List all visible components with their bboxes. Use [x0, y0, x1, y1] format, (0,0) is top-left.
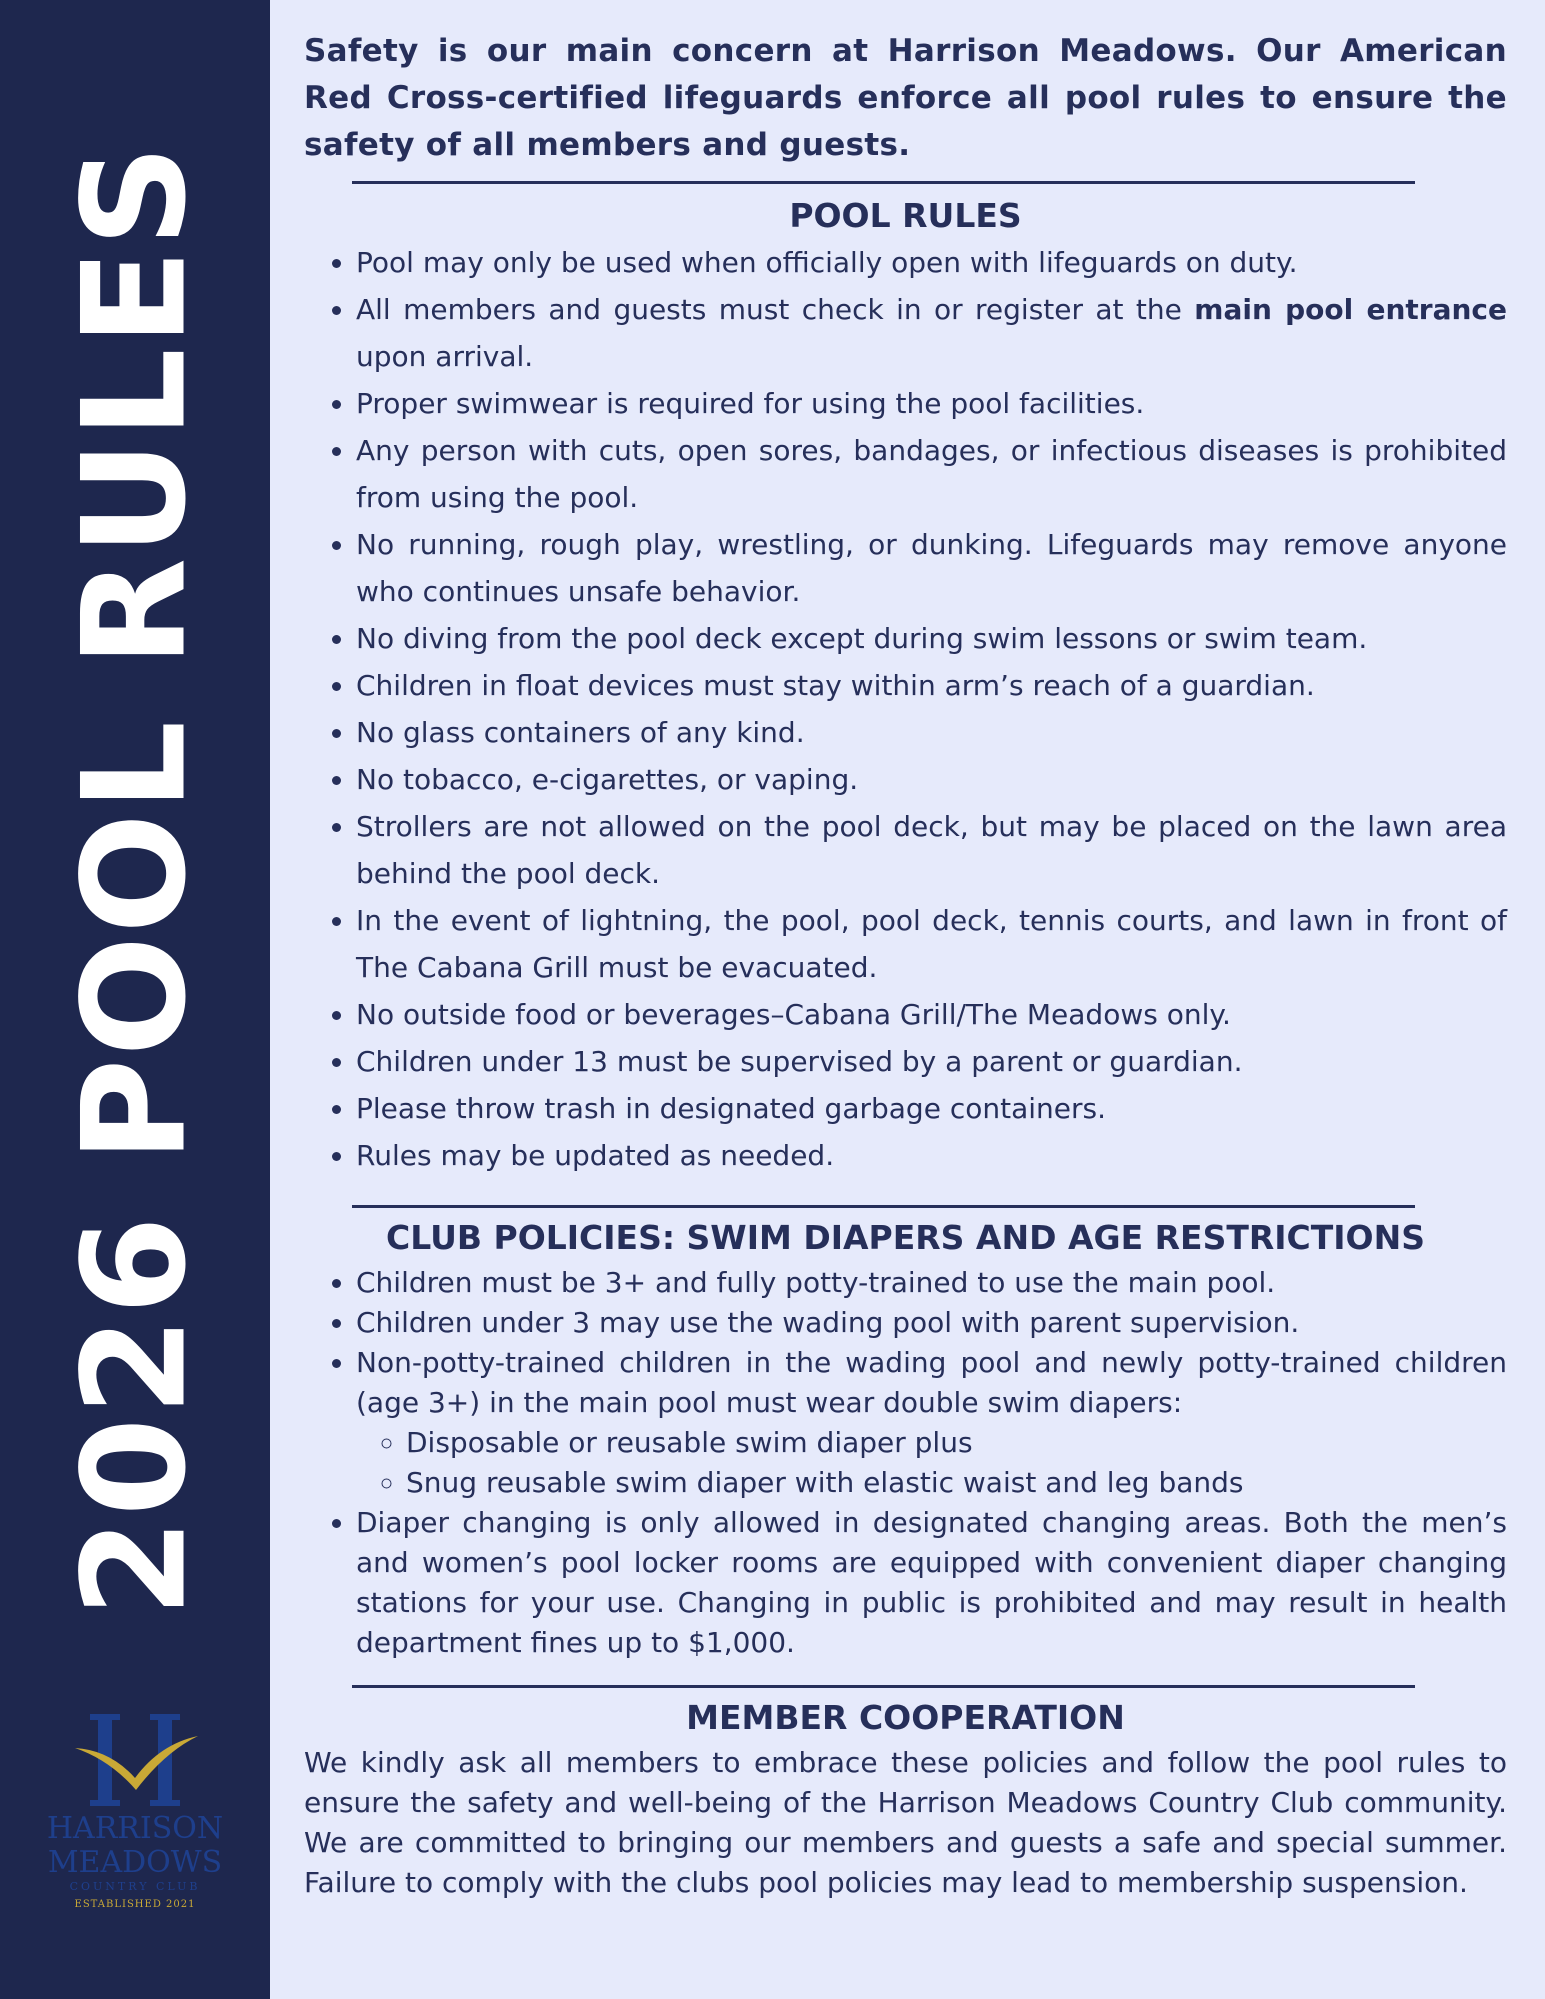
- list-item: • Children under 13 must be supervised by a parent or guardian.: [356, 1038, 1507, 1085]
- club-policies-list: [304, 1263, 1507, 1663]
- list-item: • No outside food or beverages–Cabana Grill/The Meadows only.: [356, 991, 1507, 1038]
- pool-rules-list: [304, 239, 1507, 1179]
- list-item: • In the event of lightning, the pool, pool deck, tennis courts, and lawn in front of The Cabana Grill must be evacuated.: [356, 897, 1507, 991]
- list-item-text: Non-potty-trained children in the wading pool and newly potty-trained children (age 3+) in the main pool must wear double swim diapers:: [356, 1346, 1507, 1419]
- checkin-text-end: upon arrival.: [356, 340, 534, 373]
- diaper-sublist: [356, 1423, 1507, 1503]
- logo-established: ESTABLISHED 2021: [74, 1899, 196, 1910]
- sidebar: [0, 0, 270, 1999]
- list-item: • No running, rough play, wrestling, or dunking. Lifeguards may remove anyone who continues unsafe behavior.: [356, 521, 1507, 615]
- list-item: [356, 1343, 1507, 1503]
- main-content: [304, 28, 1507, 1903]
- club-logo: [40, 1710, 230, 1910]
- list-item: • Pool may only be used when officially open with lifeguards on duty.: [356, 239, 1507, 286]
- list-item: • Strollers are not allowed on the pool deck, but may be placed on the lawn area behind the pool deck.: [356, 803, 1507, 897]
- club-policies-title: CLUB POLICIES: SWIM DIAPERS AND AGE RESTRICTIONS: [386, 1218, 1425, 1257]
- divider: [352, 1685, 1415, 1688]
- list-item: • Any person with cuts, open sores, bandages, or infectious diseases is prohibited from using the pool.: [356, 427, 1507, 521]
- list-item: • Please throw trash in designated garbage containers.: [356, 1085, 1507, 1132]
- list-item: • No glass containers of any kind.: [356, 709, 1507, 756]
- intro-text: Safety is our main concern at Harrison Meadows. Our American Red Cross-certified lifeguards enforce all pool rules to ensure the safety of all members and guests.: [304, 33, 1507, 163]
- divider: [352, 1205, 1415, 1208]
- member-cooperation-title: MEMBER COOPERATION: [686, 1698, 1125, 1737]
- divider: [352, 181, 1415, 184]
- list-item: • No tobacco, e-cigarettes, or vaping.: [356, 756, 1507, 803]
- member-cooperation-text: We kindly ask all members to embrace these policies and follow the pool rules to ensure the safety and well-being of the Harrison Meadows Country Club community. We are committed to bringing our members and guests a safe and special summer. Failure to comply with the clubs pool policies may lead to membership suspension.: [304, 1746, 1507, 1899]
- checkin-bold-text: main pool entrance: [1194, 293, 1508, 326]
- checkin-text: All members and guests must check in or register at the: [356, 293, 1195, 326]
- sub-list-item: ◦ Snug reusable swim diaper with elastic waist and leg bands: [406, 1463, 1507, 1503]
- list-item: [356, 286, 1507, 380]
- logo-name-line1: HARRISON: [46, 1811, 224, 1846]
- page-title: 2026 POOL RULES: [52, 142, 218, 1618]
- pool-rules-title: POOL RULES: [789, 196, 1022, 235]
- list-item: • Rules may be updated as needed.: [356, 1132, 1507, 1179]
- logo-name-line2: MEADOWS: [47, 1845, 223, 1880]
- logo-subtitle: COUNTRY CLUB: [69, 1880, 201, 1893]
- list-item: • Children in float devices must stay within arm’s reach of a guardian.: [356, 662, 1507, 709]
- list-item: • Diaper changing is only allowed in designated changing areas. Both the men’s and women’s pool locker rooms are equipped with convenient diaper changing stations for your use. Changing in public is prohibited and may result in health department fines up to $1,000.: [356, 1503, 1507, 1663]
- sub-list-item: ◦ Disposable or reusable swim diaper plus: [406, 1423, 1507, 1463]
- monogram-h-logo-icon: [70, 1710, 200, 1810]
- list-item: • No diving from the pool deck except during swim lessons or swim team.: [356, 615, 1507, 662]
- list-item: • Proper swimwear is required for using the pool facilities.: [356, 380, 1507, 427]
- list-item: • Children under 3 may use the wading pool with parent supervision.: [356, 1303, 1507, 1343]
- list-item: • Children must be 3+ and fully potty-trained to use the main pool.: [356, 1263, 1507, 1303]
